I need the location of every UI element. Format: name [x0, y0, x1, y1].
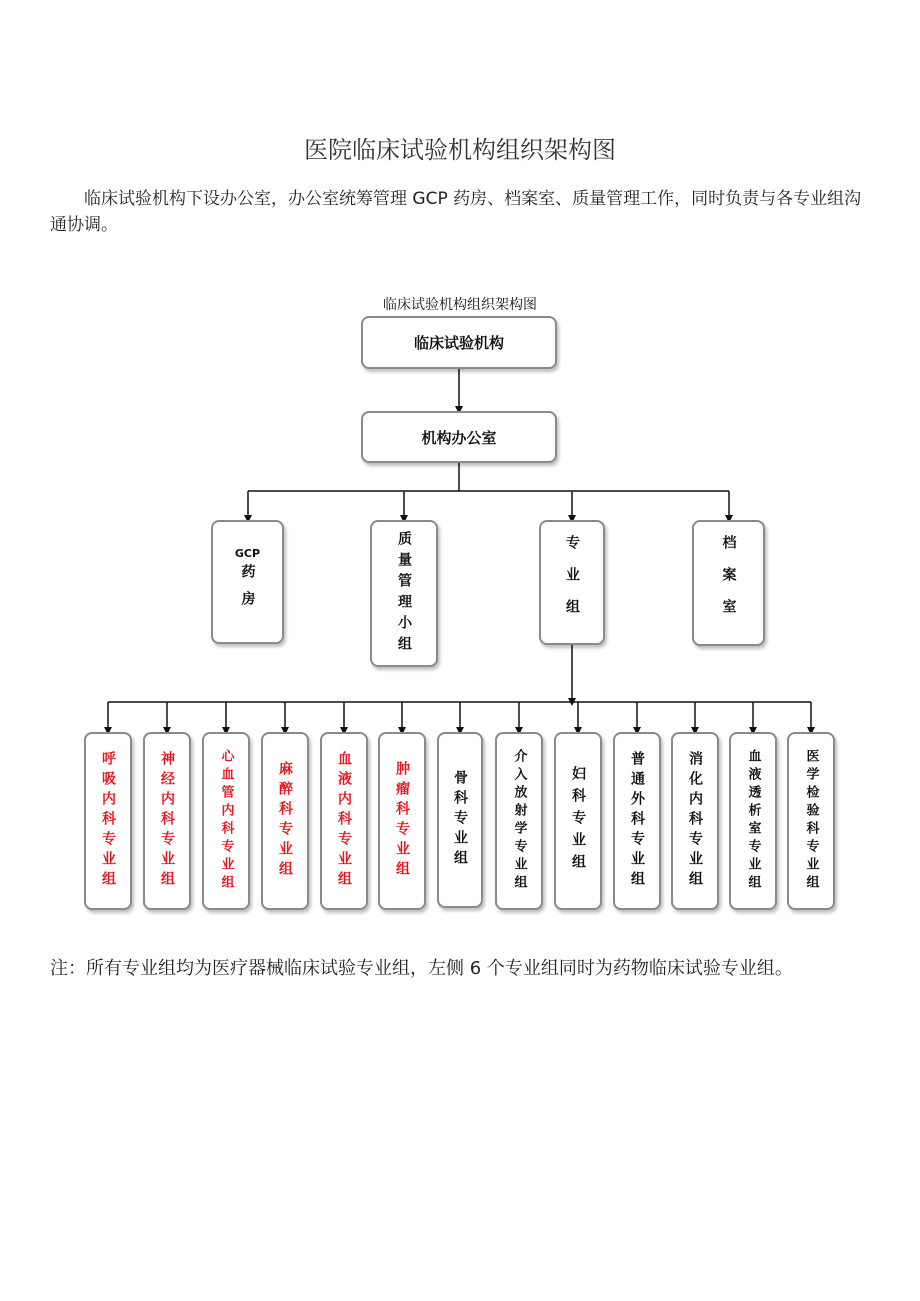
- group-label: 普通外科专业组: [629, 751, 645, 891]
- node-label: 专业组: [564, 534, 580, 631]
- group-label: 医学检验科专业组: [803, 749, 819, 893]
- group-box-7: [437, 732, 483, 908]
- intro-paragraph: 临床试验机构下设办公室，办公室统筹管理 GCP 药房、档案室、质量管理工作，同时负责与各专业组沟通协调。: [50, 189, 862, 235]
- page-title: 医院临床试验机构组织架构图: [304, 136, 616, 164]
- group-label: 血液内科专业组: [336, 751, 352, 891]
- group-label: 心血管内科专业组: [218, 749, 234, 893]
- node-label: 档案室: [720, 535, 737, 631]
- node-clinical-trial-institution: [361, 316, 557, 369]
- group-label: 麻醉科专业组: [277, 761, 293, 881]
- group-label: 消化内科专业组: [687, 751, 703, 891]
- group-box-5: [320, 732, 368, 910]
- gcp-label: GCP: [234, 546, 261, 560]
- group-box-10: [613, 732, 661, 910]
- group-box-12: [729, 732, 777, 910]
- node-label: 临床试验机构: [413, 334, 504, 352]
- group-box-4: [261, 732, 309, 910]
- group-box-11: [671, 732, 719, 910]
- group-box-8: [495, 732, 543, 910]
- node-label: 机构办公室: [421, 428, 497, 447]
- group-box-9: [554, 732, 602, 910]
- footnote: 注：所有专业组均为医疗器械临床试验专业组，左侧 6 个专业组同时为药物临床试验专业组。: [50, 958, 793, 979]
- node-gcp-pharmacy: [211, 520, 284, 644]
- group-label: 肿瘤科专业组: [394, 761, 410, 881]
- group-label: 神经内科专业组: [159, 751, 175, 891]
- node-specialty-group: [539, 520, 605, 645]
- group-label: 介入放射学专业组: [511, 749, 527, 893]
- pharmacy-label: 药房: [239, 563, 256, 618]
- group-box-13: [787, 732, 835, 910]
- node-archive: [692, 520, 765, 646]
- group-box-1: [84, 732, 132, 910]
- group-label: 呼吸内科专业组: [100, 751, 116, 891]
- group-box-3: [202, 732, 250, 910]
- group-label: 血液透析室专业组: [745, 749, 761, 893]
- node-label: 质量管理小组: [396, 530, 412, 657]
- diagram-title: 临床试验机构组织架构图: [383, 297, 537, 313]
- node-institution-office: [361, 411, 557, 463]
- node-quality-group: [370, 520, 438, 667]
- group-box-6: [378, 732, 426, 910]
- group-box-2: [143, 732, 191, 910]
- group-label: 骨科专业组: [452, 770, 468, 870]
- group-label: 妇科专业组: [570, 766, 586, 876]
